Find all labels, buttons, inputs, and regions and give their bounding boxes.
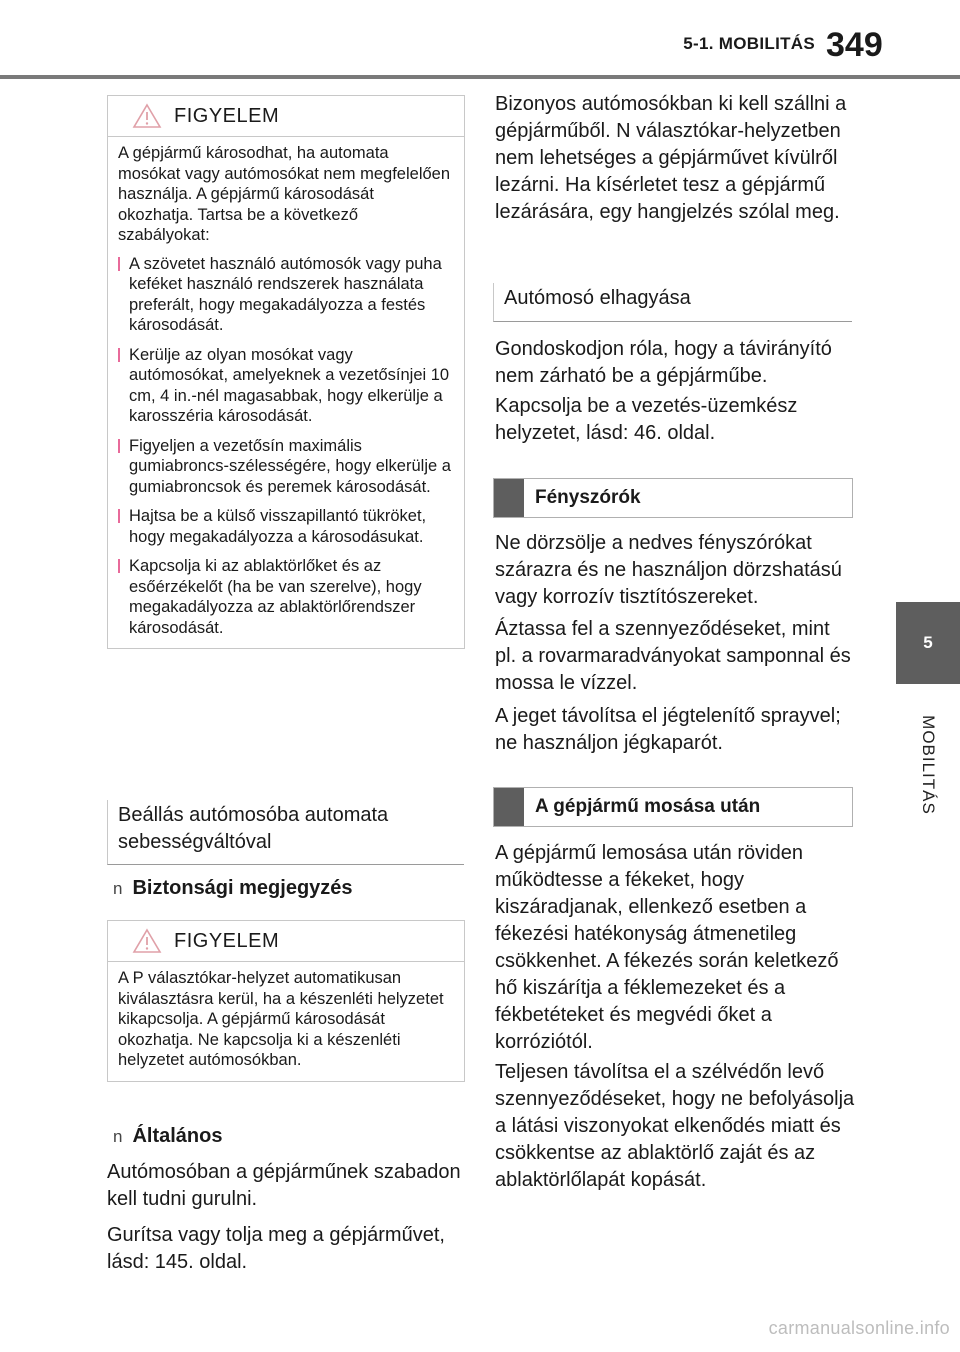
paragraph: Teljesen távolítsa el a szélvédőn levő szennyeződéseket, hogy ne befolyásolja a látási viszonyokat elkenődés miatt és csökkentse az ablaktörlő zaját és az ablaktörlőlapát kopását. bbox=[495, 1061, 855, 1191]
bullet-marker: n bbox=[113, 1127, 123, 1146]
paragraph: Bizonyos autómosókban ki kell szállni a gépjárműből. N választókar-helyzetben nem lehetséges a gépjárművet kívülről lezárni. Ha kísérletet tesz a gépjármű lezárására, egy hangjelzés szólal meg. bbox=[495, 93, 847, 223]
warning-intro: A gépjármű károsodhat, ha automata mosókat vagy autómosókat nem megfelelően használja. A gépjármű károsodását okozhatja. Tartsa be a következő szabályokat: bbox=[118, 144, 451, 244]
bullet-heading-general bbox=[113, 1125, 223, 1148]
warning-list-item: Kerülje az olyan mosókat vagy autómosókat, amelyeknek a vezetősínjei 10 cm, 4 in.-nél magasabbak, hogy elkerülje a karosszéria károsodását. bbox=[118, 345, 452, 427]
bullet-heading-safety bbox=[113, 877, 353, 900]
bullet-heading-text: Biztonsági megjegyzés bbox=[132, 877, 353, 899]
paragraph: Gurítsa vagy tolja meg a gépjárművet, lásd: 145. oldal. bbox=[107, 1224, 445, 1273]
header-divider bbox=[0, 75, 960, 79]
paragraph: Ne dörzsölje a nedves fényszórókat szárazra és ne használjon dörzshatású vagy korrozív tisztítószereket. bbox=[495, 532, 842, 608]
bullet-heading-text: Általános bbox=[132, 1125, 223, 1147]
section-heading-text: Fényszórók bbox=[535, 487, 641, 508]
watermark: carmanualsonline.info bbox=[768, 1318, 950, 1338]
warning-list-item: Kapcsolja ki az ablaktörlőket és az esőérzékelőt (ha be van szerelve), hogy megakadályozza az ablaktörlőrendszer károsodását. bbox=[118, 556, 452, 638]
paragraph: A gépjármű lemosása után röviden működtesse a fékeket, hogy kiszáradjanak, ellenkező esetben a fékezési hatékonyság átmenetileg csökkenhet. A fékezés során keletkező hő kiszárítja a féklemezeket és a fékbetéteket és megvédi őket a korróziótól. bbox=[495, 842, 839, 1053]
warning-text: A P választókar-helyzet automatikusan kiválasztásra kerül, ha a készenléti helyzetet kikapcsolja. A gépjármű károsodását okozhatja. Ne kapcsolja ki a készenléti helyzetet autómosókban. bbox=[118, 969, 444, 1069]
section-title: 5-1. MOBILITÁS bbox=[683, 34, 815, 53]
section-heading-headlights bbox=[493, 478, 853, 518]
section-heading-after-wash bbox=[493, 787, 853, 827]
bullet-marker: n bbox=[113, 879, 123, 898]
warning-list-item: Figyeljen a vezetősín maximális gumiabroncs-szélességére, hogy elkerülje a gumiabroncsok és peremek károsodását. bbox=[118, 436, 452, 498]
warning-triangle-icon bbox=[132, 928, 162, 954]
warning-body bbox=[108, 137, 464, 648]
warning-triangle-icon bbox=[132, 103, 162, 129]
warning-header bbox=[108, 921, 464, 962]
warning-list-item: Hajtsa be a külső visszapillantó tükröket, hogy megakadályozza a károsodásukat. bbox=[118, 506, 452, 547]
warning-box-standby bbox=[107, 920, 465, 1082]
section-heading-bar bbox=[494, 479, 524, 517]
paragraph: A jeget távolítsa el jégtelenítő sprayvel; ne használjon jégkaparót. bbox=[495, 705, 841, 754]
subheading-automatic-gearbox: Beállás autómosóba automata sebességváltóval bbox=[107, 800, 464, 865]
warning-body bbox=[108, 962, 464, 1081]
paragraph: Gondoskodjon róla, hogy a távirányító nem zárható be a gépjárműbe. bbox=[495, 338, 832, 387]
paragraph: Kapcsolja be a vezetés-üzemkész helyzetet, lásd: 46. oldal. bbox=[495, 395, 798, 444]
chapter-tab: 5 bbox=[896, 602, 960, 684]
warning-list bbox=[118, 254, 452, 639]
chapter-label bbox=[896, 690, 960, 840]
warning-box-car-wash bbox=[107, 95, 465, 649]
paragraph: Áztassa fel a szennyeződéseket, mint pl. a rovarmaradványokat samponnal és mossa le vízzel. bbox=[495, 618, 851, 694]
paragraph: Autómosóban a gépjárműnek szabadon kell tudni gurulni. bbox=[107, 1161, 461, 1210]
section-heading-text: A gépjármű mosása után bbox=[535, 796, 761, 817]
warning-title: FIGYELEM bbox=[174, 930, 280, 952]
subheading-leaving-car-wash: Autómosó elhagyása bbox=[493, 283, 852, 322]
warning-header bbox=[108, 96, 464, 137]
page-number: 349 bbox=[826, 26, 883, 64]
chapter-label-text: MOBILITÁS bbox=[919, 715, 938, 815]
warning-title: FIGYELEM bbox=[174, 105, 280, 127]
warning-list-item: A szövetet használó autómosók vagy puha keféket használó rendszerek használata preferált, hogy megakadályozza a festés károsodását. bbox=[118, 254, 452, 336]
section-heading-bar bbox=[494, 788, 524, 826]
